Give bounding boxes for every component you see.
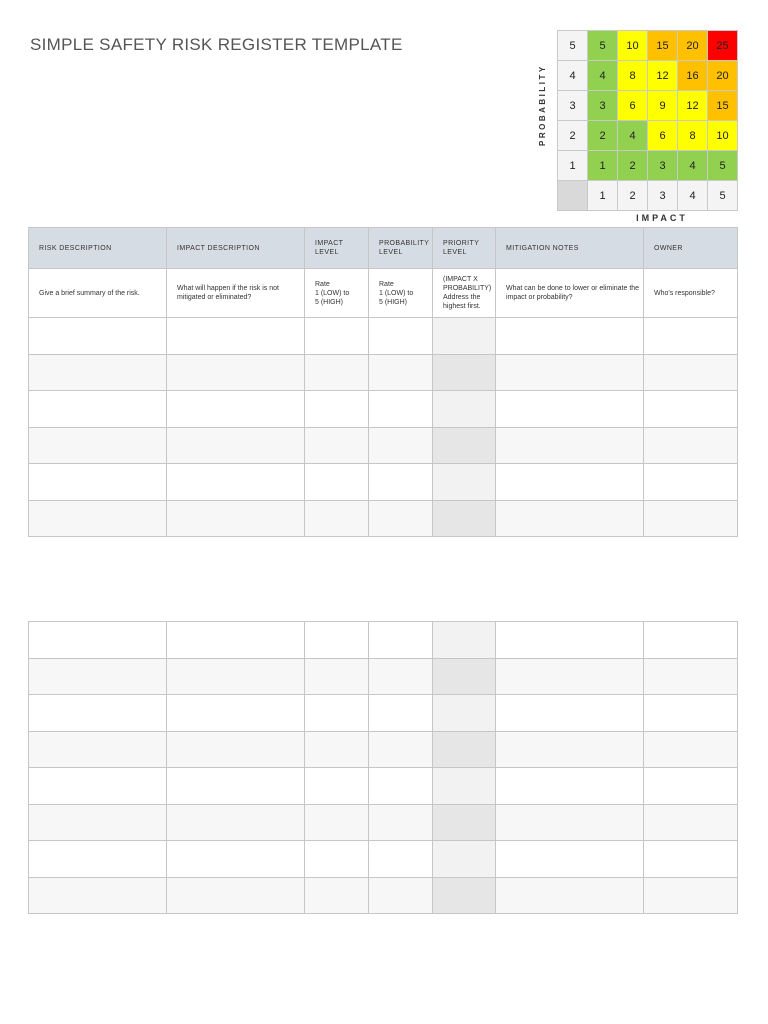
impact-level-cell[interactable]	[305, 841, 369, 878]
owner-cell[interactable]	[644, 622, 738, 659]
impact-description-cell[interactable]	[167, 464, 305, 501]
impact-level-cell[interactable]	[305, 391, 369, 428]
matrix-row	[558, 61, 738, 91]
risk-description-cell[interactable]	[29, 427, 167, 464]
priority-level-cell[interactable]	[433, 391, 496, 428]
matrix-impact-value: 1	[588, 181, 618, 211]
matrix-score-cell: 6	[648, 121, 678, 151]
matrix-score-cell: 6	[618, 91, 648, 121]
mitigation-notes-cell[interactable]	[496, 464, 644, 501]
table-row	[29, 731, 738, 768]
matrix-score-cell: 3	[648, 151, 678, 181]
priority-level-cell[interactable]	[433, 622, 496, 659]
owner-cell[interactable]	[644, 695, 738, 732]
risk-description-cell[interactable]	[29, 622, 167, 659]
impact-level-cell[interactable]	[305, 658, 369, 695]
impact-level-cell[interactable]	[305, 354, 369, 391]
risk-description-cell[interactable]	[29, 768, 167, 805]
risk-register-table	[28, 227, 738, 537]
owner-cell[interactable]	[644, 768, 738, 805]
impact-description-cell[interactable]	[167, 427, 305, 464]
matrix-score-cell: 9	[648, 91, 678, 121]
priority-level-cell[interactable]	[433, 731, 496, 768]
matrix-probability-value: 4	[558, 61, 588, 91]
matrix-score-cell: 4	[618, 121, 648, 151]
mitigation-notes-cell[interactable]	[496, 427, 644, 464]
mitigation-notes-cell[interactable]	[496, 354, 644, 391]
probability-level-cell[interactable]	[369, 658, 433, 695]
risk-description-cell[interactable]	[29, 841, 167, 878]
matrix-impact-value: 2	[618, 181, 648, 211]
header-owner: OWNER	[644, 228, 738, 269]
impact-description-cell[interactable]	[167, 500, 305, 537]
matrix-corner	[558, 181, 588, 211]
impact-description-cell[interactable]	[167, 768, 305, 805]
impact-description-cell[interactable]	[167, 804, 305, 841]
owner-cell[interactable]	[644, 804, 738, 841]
impact-axis-label: IMPACT	[636, 213, 688, 223]
matrix-score-cell: 5	[708, 151, 738, 181]
impact-description-cell[interactable]	[167, 695, 305, 732]
matrix-score-cell: 15	[648, 31, 678, 61]
owner-cell[interactable]	[644, 500, 738, 537]
table-row	[29, 427, 738, 464]
header-mitigation-notes: MITIGATION NOTES	[496, 228, 644, 269]
matrix-row	[558, 121, 738, 151]
matrix-score-cell: 8	[618, 61, 648, 91]
impact-level-cell[interactable]	[305, 877, 369, 914]
matrix-probability-value: 3	[558, 91, 588, 121]
header-risk-description: RISK DESCRIPTION	[29, 228, 167, 269]
page-title: SIMPLE SAFETY RISK REGISTER TEMPLATE	[30, 35, 403, 54]
probability-level-cell[interactable]	[369, 318, 433, 355]
matrix-row	[558, 151, 738, 181]
risk-description-cell[interactable]	[29, 877, 167, 914]
desc-probability-level: Rate 1 (LOW) to 5 (HIGH)	[369, 269, 433, 318]
table-row	[29, 658, 738, 695]
probability-level-cell[interactable]	[369, 731, 433, 768]
probability-level-cell[interactable]	[369, 841, 433, 878]
table-row	[29, 622, 738, 659]
priority-level-cell[interactable]	[433, 500, 496, 537]
owner-cell[interactable]	[644, 318, 738, 355]
header-probability-level: PROBABILITY LEVEL	[369, 228, 433, 269]
priority-level-cell[interactable]	[433, 804, 496, 841]
header-priority-level: PRIORITY LEVEL	[433, 228, 496, 269]
matrix-score-cell: 2	[618, 151, 648, 181]
table-row	[29, 768, 738, 805]
impact-description-cell[interactable]	[167, 354, 305, 391]
impact-level-cell[interactable]	[305, 622, 369, 659]
table-row	[29, 695, 738, 732]
risk-description-cell[interactable]	[29, 318, 167, 355]
matrix-score-cell: 12	[648, 61, 678, 91]
matrix-score-cell: 1	[588, 151, 618, 181]
impact-level-cell[interactable]	[305, 464, 369, 501]
impact-level-cell[interactable]	[305, 804, 369, 841]
mitigation-notes-cell[interactable]	[496, 500, 644, 537]
risk-matrix	[557, 30, 738, 211]
impact-level-cell[interactable]	[305, 768, 369, 805]
probability-level-cell[interactable]	[369, 427, 433, 464]
owner-cell[interactable]	[644, 427, 738, 464]
risk-description-cell[interactable]	[29, 804, 167, 841]
desc-impact-description: What will happen if the risk is not mitigated or eliminated?	[167, 269, 305, 318]
matrix-score-cell: 10	[708, 121, 738, 151]
owner-cell[interactable]	[644, 877, 738, 914]
owner-cell[interactable]	[644, 354, 738, 391]
owner-cell[interactable]	[644, 391, 738, 428]
table-row	[29, 877, 738, 914]
probability-level-cell[interactable]	[369, 500, 433, 537]
table-row	[29, 318, 738, 355]
impact-description-cell[interactable]	[167, 731, 305, 768]
table-row	[29, 354, 738, 391]
matrix-score-cell: 3	[588, 91, 618, 121]
priority-level-cell[interactable]	[433, 768, 496, 805]
matrix-impact-value: 4	[678, 181, 708, 211]
priority-level-cell[interactable]	[433, 658, 496, 695]
matrix-score-cell: 4	[678, 151, 708, 181]
matrix-impact-value: 5	[708, 181, 738, 211]
probability-level-cell[interactable]	[369, 768, 433, 805]
priority-level-cell[interactable]	[433, 318, 496, 355]
probability-level-cell[interactable]	[369, 695, 433, 732]
risk-description-cell[interactable]	[29, 391, 167, 428]
table-row	[29, 500, 738, 537]
priority-level-cell[interactable]	[433, 427, 496, 464]
matrix-score-cell: 16	[678, 61, 708, 91]
impact-level-cell[interactable]	[305, 427, 369, 464]
risk-description-cell[interactable]	[29, 695, 167, 732]
risk-description-cell[interactable]	[29, 658, 167, 695]
risk-description-cell[interactable]	[29, 354, 167, 391]
header-impact-description: IMPACT DESCRIPTION	[167, 228, 305, 269]
priority-level-cell[interactable]	[433, 695, 496, 732]
mitigation-notes-cell[interactable]	[496, 768, 644, 805]
probability-level-cell[interactable]	[369, 622, 433, 659]
matrix-score-cell: 12	[678, 91, 708, 121]
probability-axis-label: PROBABILITY	[538, 64, 547, 146]
owner-cell[interactable]	[644, 658, 738, 695]
desc-mitigation-notes: What can be done to lower or eliminate the impact or probability?	[496, 269, 644, 318]
matrix-impact-row	[558, 181, 738, 211]
matrix-score-cell: 5	[588, 31, 618, 61]
header-row	[29, 228, 738, 269]
risk-description-cell[interactable]	[29, 500, 167, 537]
matrix-probability-value: 5	[558, 31, 588, 61]
probability-level-cell[interactable]	[369, 877, 433, 914]
matrix-probability-value: 1	[558, 151, 588, 181]
desc-risk-description: Give a brief summary of the risk.	[29, 269, 167, 318]
priority-level-cell[interactable]	[433, 877, 496, 914]
owner-cell[interactable]	[644, 841, 738, 878]
priority-level-cell[interactable]	[433, 841, 496, 878]
mitigation-notes-cell[interactable]	[496, 622, 644, 659]
risk-description-cell[interactable]	[29, 464, 167, 501]
description-row	[29, 269, 738, 318]
probability-level-cell[interactable]	[369, 354, 433, 391]
impact-level-cell[interactable]	[305, 695, 369, 732]
impact-description-cell[interactable]	[167, 841, 305, 878]
mitigation-notes-cell[interactable]	[496, 731, 644, 768]
matrix-score-cell: 4	[588, 61, 618, 91]
probability-level-cell[interactable]	[369, 464, 433, 501]
mitigation-notes-cell[interactable]	[496, 877, 644, 914]
matrix-score-cell: 2	[588, 121, 618, 151]
probability-level-cell[interactable]	[369, 804, 433, 841]
matrix-row	[558, 91, 738, 121]
matrix-impact-value: 3	[648, 181, 678, 211]
desc-priority-level: (IMPACT X PROBABILITY) Address the highest first.	[433, 269, 496, 318]
matrix-score-cell: 20	[678, 31, 708, 61]
impact-description-cell[interactable]	[167, 318, 305, 355]
priority-level-cell[interactable]	[433, 464, 496, 501]
owner-cell[interactable]	[644, 464, 738, 501]
mitigation-notes-cell[interactable]	[496, 318, 644, 355]
header-impact-level: IMPACT LEVEL	[305, 228, 369, 269]
matrix-row	[558, 31, 738, 61]
desc-impact-level: Rate 1 (LOW) to 5 (HIGH)	[305, 269, 369, 318]
matrix-score-cell: 15	[708, 91, 738, 121]
matrix-score-cell: 20	[708, 61, 738, 91]
impact-description-cell[interactable]	[167, 622, 305, 659]
risk-register-table-continued	[28, 621, 738, 914]
impact-level-cell[interactable]	[305, 318, 369, 355]
matrix-score-cell: 25	[708, 31, 738, 61]
table-row	[29, 841, 738, 878]
impact-description-cell[interactable]	[167, 877, 305, 914]
risk-description-cell[interactable]	[29, 731, 167, 768]
matrix-score-cell: 10	[618, 31, 648, 61]
impact-level-cell[interactable]	[305, 731, 369, 768]
matrix-score-cell: 8	[678, 121, 708, 151]
matrix-probability-value: 2	[558, 121, 588, 151]
probability-level-cell[interactable]	[369, 391, 433, 428]
mitigation-notes-cell[interactable]	[496, 841, 644, 878]
table-row	[29, 464, 738, 501]
mitigation-notes-cell[interactable]	[496, 695, 644, 732]
mitigation-notes-cell[interactable]	[496, 658, 644, 695]
desc-owner: Who's responsible?	[644, 269, 738, 318]
table-row	[29, 804, 738, 841]
impact-description-cell[interactable]	[167, 658, 305, 695]
owner-cell[interactable]	[644, 731, 738, 768]
impact-level-cell[interactable]	[305, 500, 369, 537]
priority-level-cell[interactable]	[433, 354, 496, 391]
table-row	[29, 391, 738, 428]
mitigation-notes-cell[interactable]	[496, 391, 644, 428]
impact-description-cell[interactable]	[167, 391, 305, 428]
mitigation-notes-cell[interactable]	[496, 804, 644, 841]
